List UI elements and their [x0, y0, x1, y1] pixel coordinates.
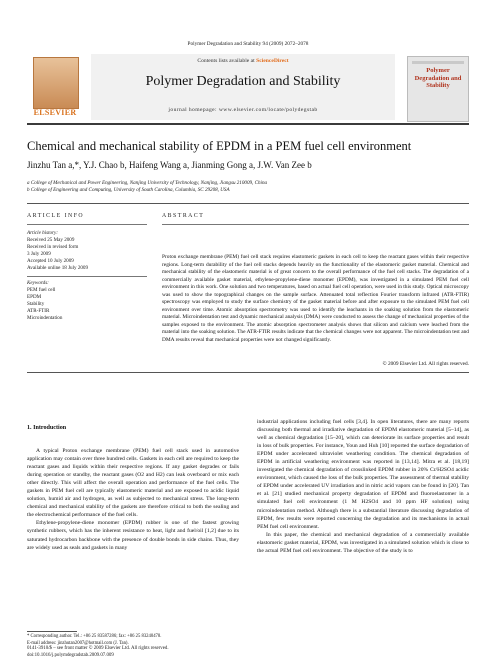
article-info-rule [27, 224, 147, 225]
journal-title: Polymer Degradation and Stability [145, 74, 341, 89]
masthead-center [91, 54, 395, 120]
cover-header-bar [412, 61, 464, 64]
abstract-copyright: © 2009 Elsevier Ltd. All rights reserved. [382, 361, 469, 367]
body-column-left [27, 447, 239, 552]
author-list: Jinzhu Tan a,*, Y.J. Chao b, Haifeng Wang a, Jianming Gong a, J.W. Van Zee b [27, 160, 312, 170]
body-paragraph: In this paper, the chemical and mechanical degradation of a commercially available elastomeric gasket material, EPDM, was investigated in a simulated solution which is close to the actual PEM fuel cell environment. The objective of the study is to [257, 531, 469, 554]
email-note[interactable]: E-mail address: jinzhutan2007@hotmail.com (J. Tan). [27, 641, 129, 646]
history-label: Article history: [27, 230, 58, 236]
abstract-body: Proton exchange membrane (PEM) fuel cell stack requires elastomeric gaskets in each cell to keep the reactant gases within their respective regions. Long-term durability of the fuel cell stacks depends heavily on the functionality of the elastomeric gasket material. Chemical and mechanical stability of the elastomeric material is of great concern to the overall performance of the fuel cell stacks. The degradation of a commercially available gasket material, ethylene-propylene-diene monomer (EPDM), was investigated in a simulated PEM fuel cell environment in this work. One solution and two temperatures, based on actual fuel cell operation, were used in this study. Optical microscopy was used to show the topographical changes on the sample surface. Attenuated total reflection Fourier transform infrared (ATR-FTIR) spectroscopy was employed to study the surface chemistry of the gasket material before and after exposure to the simulated PEM fuel cell environment over time. Atomic absorption spectrometry was used to identify the leachants in the soaking solution from the elastomeric material. Microindentation test and dynamic mechanical analysis (DMA) were conducted to assess the change of mechanical properties of the samples exposed to the environment. The atomic absorption spectrometer analysis shows that silicon and calcium were leached from the material into the soaking solution. The ATR-FTIR results indicate that the chemical changes were not apparent. The microindentation test and DMA results reveal that mechanical properties were not changed significantly. [162, 254, 469, 343]
publisher-name: ELSEVIER [33, 108, 77, 117]
body-column-right [257, 418, 469, 555]
journal-cover-thumbnail [407, 56, 469, 122]
history-line: Available online 18 July 2009 [27, 265, 89, 271]
history-line: Received in revised form [27, 244, 79, 250]
history-line: 3 July 2009 [27, 251, 51, 257]
abstract-divider [27, 372, 469, 373]
corresponding-author-note: * Corresponding author. Tel.: +86 25 83587286; fax: +86 25 83240478. [27, 634, 162, 639]
contents-prefix: Contents lists available at [197, 58, 257, 64]
keyword-item: EPDM [27, 294, 42, 300]
contents-line [91, 58, 395, 64]
keyword-item: PEM fuel cell [27, 287, 56, 293]
keywords-rule [27, 276, 147, 277]
article-title: Chemical and mechanical stability of EPDM in a PEM fuel cell environment [27, 139, 412, 153]
keyword-item: Stability [27, 301, 45, 307]
abstract-rule [162, 224, 469, 225]
history-line: Received 25 May 2009 [27, 237, 75, 243]
elsevier-logo [27, 57, 83, 120]
journal-reference: Polymer Degradation and Stability 94 (2009) 2072–2078 [187, 41, 309, 47]
elsevier-tree-icon [33, 57, 79, 109]
body-paragraph: A typical Proton exchange membrane (PEM) fuel cell stack used in automotive application may contain over three hundred cells. Gaskets in each cell are required to keep the reactant gases and liquids within their respective regions. If any gasket degrades or fails during operation or standby, the reactant gases (O2 and H2) can leak overboard or mix each other directly. This will affect the overall operation and performance of the fuel cells. The gaskets in PEM fuel cell are typically elastomeric material and are exposed to acidic liquid solution, humid air and hydrogen, as well as subjected to mechanical stress. The long-term chemical and mechanical stability of the gaskets are therefore critical to both the sealing and the electrochemical performance of the fuel cells. [27, 448, 239, 519]
history-line: Accepted 10 July 2009 [27, 258, 74, 264]
affiliation-a: a College of Mechanical and Power Engineering, Nanjing University of Technology, Nanjing, Jiangsu 210009, China [27, 180, 268, 186]
journal-homepage [91, 107, 395, 113]
issn-line: 0141-3910/$ – see front matter © 2009 Elsevier Ltd. All rights reserved. [27, 646, 169, 651]
keyword-item: Microindentation [27, 315, 63, 321]
header-divider [27, 203, 469, 204]
abstract-heading: ABSTRACT [162, 213, 205, 219]
section-heading-introduction: 1. Introduction [27, 425, 67, 431]
footnote-rule [27, 631, 77, 632]
homepage-prefix: journal homepage: [168, 107, 219, 113]
affiliation-b: b College of Engineering and Computing, University of South Carolina, Columbia, SC 29208, USA [27, 187, 230, 193]
article-info-heading: ARTICLE INFO [27, 213, 85, 219]
doi-line[interactable]: doi:10.1016/j.polymdegradstab.2009.07.009 [27, 653, 114, 658]
journal-masthead [27, 54, 469, 125]
body-paragraph: Ethylene-propylene-diene monomer (EPDM) rubber is one of the fastest growing synthetic rubbers, which has the inherent resistance to heat, light and fuel/oil [1,2] due to its saturated hydrocarbon backbone with the presence of double bonds in side chains. Thus, they are widely used as seals and gaskets in many [27, 520, 239, 551]
body-paragraph: industrial applications including fuel cells [3,4]. In open literatures, there are many reports discussing both thermal and irradiative degradation of EPDM elastomeric material [5–14], as well as chemical degradation [15–20], which can deteriorate its surface properties and result in loss of bulk properties. For instance, Youn and Huh [10] reported the surface degradation of EPDM under accelerated ultraviolet weathering condition. The chemical degradation of EPDM in artificial weathering environment was reported in [13,14]. Mitra et al. [18,19] investigated the chemical degradation of crosslinked EPDM rubber in 20% Cr/H2SO4 acidic environment, which caused the loss of the bulk properties. The assessment of thermal stability of EPDM under accelerated UV irradiation and in nitric acid vapors can be found in [20]. Tan et al. [21] studied mechanical property degradation of EPDM and fluoroelastomer in a simulated fuel cell environment (1 M H2SO4 and 10 ppm HF solution) using microindentation method. Although there is a substantial literature discussing degradation of EPDM, few results were reported concerning the degradation and its mechanisms in actual PEM fuel cell environment. [257, 419, 469, 530]
keyword-item: ATR-FTIR [27, 308, 50, 314]
cover-title: Polymer Degradation and Stability [414, 67, 462, 89]
sciencedirect-link[interactable]: ScienceDirect [256, 58, 289, 64]
keywords-label: Keywords: [27, 280, 49, 286]
homepage-link[interactable]: www.elsevier.com/locate/polydegstab [218, 107, 318, 113]
